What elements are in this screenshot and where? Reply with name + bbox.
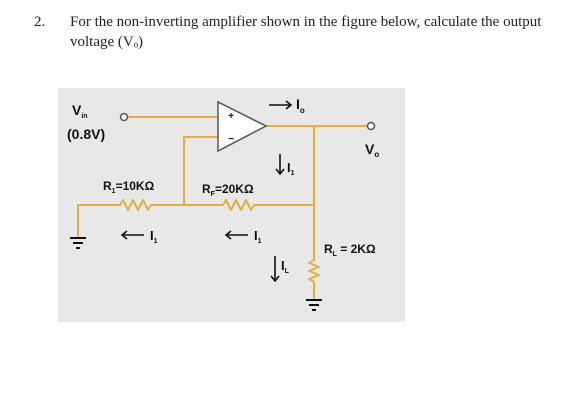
rf-resistor [223,200,254,210]
rl-resistor [309,260,319,282]
question-text: For the non-inverting amplifier shown in the figure below, calculate the output voltage (Vₒ) [70,14,542,50]
i1-label-r1: $I_1$ [150,228,158,245]
opamp-plus-sign: + [228,111,234,122]
io-label: $I_o$ [296,96,305,115]
output-terminal [368,123,375,130]
r1-label: $R_1=10K\Omega$ [103,179,155,195]
input-terminal [121,114,128,121]
vo-label: $V_o$ [365,141,380,159]
il-label: $I_L$ [281,258,289,275]
vin-label: $V_{in}$ [72,102,88,120]
circuit-diagram [58,88,405,322]
ground-right-symbol [306,300,322,310]
r1-resistor [120,200,151,210]
question-number: 2. [34,14,46,30]
rf-label: $R_F=20K\Omega$ [202,182,254,198]
opamp-minus-sign: − [228,134,234,145]
i1-label-top: $I_1$ [287,160,295,177]
circuit-figure [58,88,405,322]
rl-label: $R_L = 2K\Omega$ [324,242,376,258]
vin-value: (0.8V) [67,126,106,142]
ground-left-symbol [70,238,86,248]
i1-label-rf: $I_1$ [254,228,262,245]
opamp-triangle [218,102,266,151]
